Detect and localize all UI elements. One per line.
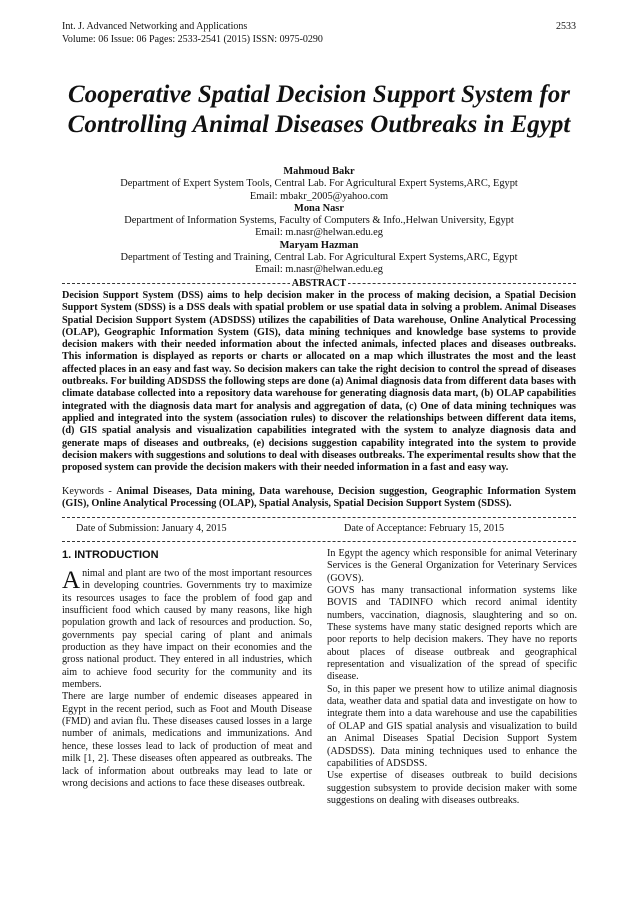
abstract-label: ABSTRACT xyxy=(291,278,347,289)
author-email: Email: mbakr_2005@yahoo.com xyxy=(249,190,389,202)
author-name: Mahmoud Bakr xyxy=(283,166,355,177)
submission-date: Date of Submission: January 4, 2015 xyxy=(76,523,227,534)
author-name: Mona Nasr xyxy=(294,202,344,214)
page-number: 2533 xyxy=(556,21,576,32)
author-affiliation: Department of Information Systems, Faculty of Computers & Info.,Helwan University, Egypt xyxy=(124,215,514,227)
body-paragraph: In Egypt the agency which responsible for animal Veterinary Services is the General Organization for Veterinary Services (GOVS). xyxy=(327,548,577,584)
keywords-list: Animal Diseases, Data mining, Data warehouse, Decision suggestion, Geographic Information System (GIS), Online Analytical Processing (OLAP), Spatial Analysis, Spatial Decision Support System (SDSS). xyxy=(62,486,576,510)
author-email: Email: m.nasr@helwan.edu.eg xyxy=(255,227,383,239)
dates-bottom-separator xyxy=(62,535,576,548)
body-paragraph: Use expertise of diseases outbreak to build decisions suggestion subsystem to provide decision maker with some suggestions on dealing with diseases outbreaks. xyxy=(327,770,577,806)
author-affiliation: Department of Testing and Training, Central Lab. For Agricultural Expert Systems,ARC, Egypt xyxy=(120,252,518,264)
paper-title: Cooperative Spatial Decision Support System for Controlling Animal Diseases Outbreaks in Egypt xyxy=(67,81,571,138)
volume-info: Volume: 06 Issue: 06 Pages: 2533-2541 (2015) ISSN: 0975-0290 xyxy=(62,34,323,45)
author-block xyxy=(62,166,576,277)
body-paragraph: There are large number of endemic diseases appeared in Egypt in the recent period, such as Foot and Mouth Disease (FMD) and avian flu. These diseases caused losses in a large number of animals, medications and immunizations. And hence, these losses lead to lack of production of meat and milk [1, 2]. These diseases often appeared as outbreaks. The lack of information about outbreaks may lead to late or wrong decisions and actions to face these diseases outbreak. xyxy=(62,691,312,789)
journal-name: Int. J. Advanced Networking and Applications xyxy=(62,21,248,32)
body-paragraph: So, in this paper we present how to utilize animal diagnosis data, weather data and spatial data and investigate on how to integrate them into a data warehouse and use the capabilities of OLAP and GIS spatial analysis and visualization to build an Animal Diseases Spatial Decision Support System (ADSDSS). Data mining techniques used to enhance the capabilities of ADSDSS. xyxy=(327,683,577,769)
author-email: Email: m.nasr@helwan.edu.eg xyxy=(255,264,383,276)
paragraph-text: nimal and plant are two of the most important resources in developing countries. Governments try to maximize its resources usages to face the problem of food gap and insufficient food which caused by many reasons, like high population growth and lack of resources and production. So, governments pay special caring of plant and animals production as they have impact on their economies and the gross national product. They entered in all industries, which aim to achieve food security for the community and its members. xyxy=(62,568,312,691)
abstract-separator xyxy=(62,277,576,290)
running-header xyxy=(62,20,576,46)
author-affiliation: Department of Expert System Tools, Central Lab. For Agricultural Expert Systems,ARC, Egypt xyxy=(120,178,518,190)
body-paragraph: GOVS has many transactional information systems like BOVIS and TADINFO which record animal identity numbers, vaccination, diagnosis, slaughtering and so on. These systems have many static designed reports which are poor reports to help decision makers. They have no reports about places of disease outbreak and geographical representation and visualization of the spread of specific disease. xyxy=(327,585,577,683)
body-paragraph xyxy=(62,568,312,691)
author-name: Maryam Hazman xyxy=(279,239,359,251)
acceptance-date: Date of Acceptance: February 15, 2015 xyxy=(344,523,505,534)
right-column xyxy=(327,548,577,807)
dashed-rule xyxy=(62,541,576,542)
keywords xyxy=(62,486,576,511)
dashed-rule xyxy=(62,517,576,518)
section-heading: 1. INTRODUCTION xyxy=(62,549,159,561)
abstract-text: Decision Support System (DSS) aims to help decision maker in the process of making decision, a Spatial Decision Support System (SDSS) is a DSS deals with spatial problem or use spatial data in solving a problem. Animal Diseases Spatial Decision Support System (ADSDSS) utilizes the capabilities of Data warehouse, Online Analytical Processing (OLAP), Geographic Information System (GIS), data mining techniques and knowledge base systems to provide decision makers with their needed information about the infected animals, infected places and diseases outbreaks. This information is displayed as reports or charts or allocated on a map which illustrates the most and the least affected places in an easy and fast way. So decision makers can take the right decision to control the spread of diseases outbreaks. For building ADSDSS the following steps are done (a) Animal diagnosis data from different data bases with climate database collected into a repository data warehouse for generating diagnosis data mart, (b) OLAP capabilities integrated with the diagnosis data mart for analysis and aggregation of data, (c) One of data mining techniques was applied and integrated into the system (association rules) to discover the relationships between different data items, (d) GIS spatial analysis and visualization capabilities integrated with the system to analyze diagnosis data and generate maps of diseases and outbreaks, (e) decisions suggestion capability integrated into the system to provide decision makers with suggestions and solutions to deal with diseases outbreaks. The experimental results show that the proposed system can provide the decision makers with their needed information in a fast and easy way. xyxy=(62,290,576,474)
left-column xyxy=(62,548,312,790)
keywords-label: Keywords - xyxy=(62,486,117,497)
drop-cap: A xyxy=(62,567,81,594)
